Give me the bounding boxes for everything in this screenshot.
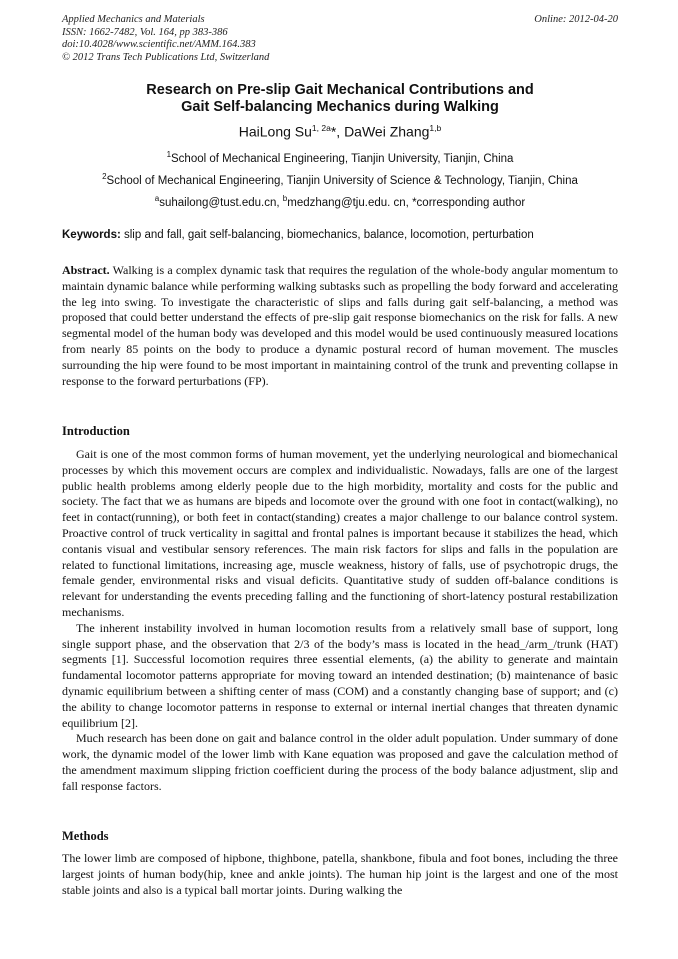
email-a-marker: a xyxy=(154,194,160,203)
title-line-1: Research on Pre-slip Gait Mechanical Contributions and xyxy=(146,82,534,98)
email-line xyxy=(62,194,618,209)
author-1: HaiLong Su xyxy=(238,123,312,140)
author-2: DaWei Zhang xyxy=(344,123,430,140)
affiliation-2-marker: 2 xyxy=(102,172,107,181)
title-line-2: Gait Self-balancing Mechanics during Walking xyxy=(181,99,499,115)
copyright-line: © 2012 Trans Tech Publications Ltd, Switzerland xyxy=(62,51,270,63)
abstract xyxy=(62,263,618,389)
abstract-label: Abstract. xyxy=(62,263,110,277)
introduction-body xyxy=(62,447,618,795)
corresponding-mark: *, xyxy=(330,123,345,140)
author-list xyxy=(62,123,618,140)
introduction-heading: Introduction xyxy=(62,424,130,438)
intro-paragraph-2: The inherent instability involved in human locomotion results from a relatively small base of support, long single support phase, and the observation that 2/3 of the body’s mass is located in the head_/arm_/trunk (HAT) segments [1]. Successful locomotion requires three essential elements, (a) the ability to generate and maintain fundamental locomotor patterns appropriate for moving toward an intended destination; (b) maintenance of basic dynamic equilibrium between a shifting center of mass (COM) and a constantly changing base of support; and (c) the ability to change locomotor patterns in response to external or internal inertial changes that threaten dynamic equilibrium [2]. xyxy=(62,620,618,730)
doi-line: doi:10.4028/www.scientific.net/AMM.164.383 xyxy=(62,39,256,50)
abstract-text: Walking is a complex dynamic task that requires the regulation of the whole-body angular momentum to maintain dynamic balance while performing walking subtasks such as propelling the body forward and accelerating the leg into swing. To investigate the characteristic of slips and falls during gait self-balancing, a method was proposed that could better understand the effects of pre-slip gait response biomechanics on the risk for falls. A new segmental model of the human body was developed and this model would be used continuously measured locations from nearly 85 points on the body to produce a dynamic postural record of human movement. The muscles surrounding the hip were found to be most important in maintaining control of the trunk and preventing collapse in response to the forward perturbations (FP). xyxy=(62,263,618,388)
affiliation-2 xyxy=(62,172,618,187)
methods-paragraph: The lower limb are composed of hipbone, thighbone, patella, shankbone, fibula and foot bones, including the three largest joints of human body(hip, knee and ankle joints). The human hip joint is the largest and one of the most stable joints and also is a typical ball mortar joints. During walking the xyxy=(62,851,618,897)
affiliation-1-marker: 1 xyxy=(166,150,172,159)
journal-header xyxy=(62,14,618,64)
methods-heading: Methods xyxy=(62,829,109,843)
keywords-label: Keywords: xyxy=(62,229,121,241)
keywords xyxy=(62,229,618,241)
intro-paragraph-1: Gait is one of the most common forms of human movement, yet the underlying neurological and biomechanical processes by which this movement occurs are complex and individualistic. Nowadays, falls are one of the largest public health problems among elderly people due to the high morbidity, mortality and costs for the public and society. The fact that we as humans are bipeds and locomote over the ground with one foot in contact(walking), no feet in contact(running), or both feet in contact(standing) creates a major challenge to our balance control system. Proactive control of truck verticality in sagittal and frontal palnes is important because it stabilizes the head, which contanis visual and vestibular sensory references. The main risk factors for slips and falls in the population are related to functional limitations, increasing age, muscle weakness, history of falls, use of psychotropic drugs, the female gender, environmental risks and visual deficits. Quantitative study of sudden off-balance conditions is relevant for understanding the events preceding falling and the functioning of short-latency postural restabilization mechanisms. xyxy=(62,447,618,619)
email-a[interactable]: suhailong@tust.edu.cn, xyxy=(159,196,283,209)
intro-paragraph-3: Much research has been done on gait and balance control in the older adult population. Under summary of done work, the dynamic model of the lower limb with Kane equation was proposed and gave the calculation method of the amendment maximum slipping friction coefficient during the process of the body balance adjustment, slip and fall response factors. xyxy=(62,731,618,793)
author-2-affiliation: 1,b xyxy=(429,123,442,133)
affiliation-1-text: School of Mechanical Engineering, Tianjin University, Tianjin, China xyxy=(171,152,514,165)
affiliation-1 xyxy=(62,150,618,165)
journal-name: Applied Mechanics and Materials xyxy=(62,14,205,25)
paper-title xyxy=(62,82,618,116)
keywords-text: slip and fall, gait self-balancing, biomechanics, balance, locomotion, perturbation xyxy=(120,229,534,241)
issn-line: ISSN: 1662-7482, Vol. 164, pp 383-386 xyxy=(62,26,228,38)
online-date: Online: 2012-04-20 xyxy=(534,14,618,25)
affiliation-2-text: School of Mechanical Engineering, Tianjin University of Science & Technology, Tianjin, China xyxy=(106,174,578,187)
email-b[interactable]: medzhang@tju.edu. cn, *corresponding author xyxy=(287,196,526,209)
methods-body xyxy=(62,851,618,898)
author-1-affiliation: 1, 2a xyxy=(311,123,331,133)
email-b-marker: b xyxy=(282,194,288,203)
